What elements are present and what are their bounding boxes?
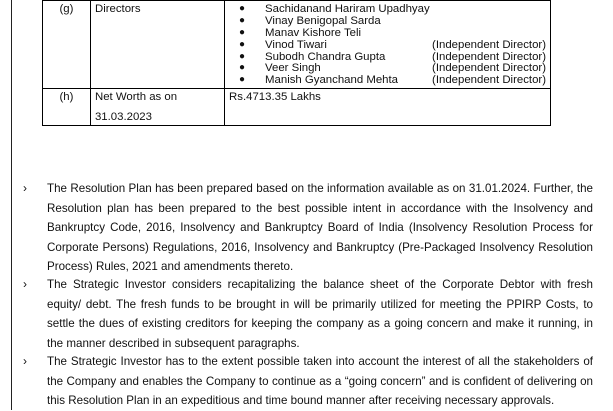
paragraph-text: The Resolution Plan has been prepared based on the information available as on 31.01.2024. Further, the Resolution plan has been prepared to the best possible intent in accordance with the Insolvency and Bankruptcy Code, 2016, Insolvency and Bankruptcy Board of India (Insolvency Resolution Process for Corporate Persons) Regulations, 2016, Insolvency and Bankruptcy (Pre-Packaged Insolvency Resolution Process) Rules, 2021 and amendments thereto. xyxy=(47,182,593,273)
director-tag: (Independent Director) xyxy=(432,62,546,75)
bullet-icon: ● xyxy=(239,74,246,86)
field-name xyxy=(90,89,224,126)
director-tag: (Independent Director) xyxy=(432,38,546,51)
table-row xyxy=(43,89,551,126)
net-worth-date: 31.03.2023 xyxy=(94,111,152,124)
bullet-icon: ● xyxy=(239,62,246,74)
field-name: Directors xyxy=(90,1,224,89)
list-item xyxy=(229,62,546,74)
list-item xyxy=(229,39,546,51)
director-name: Sachidanand Hariram Upadhyay xyxy=(265,3,430,15)
list-item xyxy=(229,74,546,86)
director-name: Subodh Chandra Gupta xyxy=(265,50,386,63)
bullet-icon: ● xyxy=(239,38,246,50)
directors-cell xyxy=(225,1,551,89)
chevron-right-icon: › xyxy=(23,354,27,368)
director-name: Manav Kishore Teli xyxy=(265,26,362,39)
net-worth-label: Net Worth as on xyxy=(94,91,178,104)
chevron-right-icon: › xyxy=(23,181,27,195)
director-tag: (Independent Director) xyxy=(432,74,546,87)
director-name: Vinay Benigopal Sarda xyxy=(265,14,381,27)
director-name: Vinod Tiwari xyxy=(265,38,327,51)
row-label: (h) xyxy=(43,89,91,126)
list-item xyxy=(229,15,546,27)
director-name: Veer Singh xyxy=(265,62,321,75)
company-info-table xyxy=(42,0,551,126)
bullet-icon: ● xyxy=(239,3,246,14)
directors-list xyxy=(229,3,546,86)
bullet-icon: ● xyxy=(239,26,246,38)
list-item xyxy=(229,51,546,63)
list-item xyxy=(229,27,546,39)
paragraph-text: The Strategic Investor has to the extent possible taken into account the interest of all the stakeholders of the Company and enables the Company to continue as a “going concern” and is confident of delivering on this Resolution Plan in an expeditious and time bound manner after receiving necessary approvals. xyxy=(47,355,593,407)
row-label: (g) xyxy=(43,1,91,89)
director-name: Manish Gyanchand Mehta xyxy=(265,74,398,87)
bullet-icon: ● xyxy=(239,50,246,62)
paragraph-text: The Strategic Investor considers recapitalizing the balance sheet of the Corporate Debtor with fresh equity/ debt. The fresh funds to be brought in will be primarily utilized for meeting the PPIRP Costs, to settle the dues of existing creditors for keeping the company as a going concern and make it running, in the manner described in subsequent paragraphs. xyxy=(47,278,593,350)
list-item xyxy=(229,3,546,15)
net-worth-value: Rs.4713.35 Lakhs xyxy=(225,89,551,126)
table-row xyxy=(43,1,551,89)
chevron-right-icon: › xyxy=(23,277,27,291)
director-tag: (Independent Director) xyxy=(432,50,546,63)
page-left-border xyxy=(11,0,12,410)
bullet-icon: ● xyxy=(239,14,246,26)
